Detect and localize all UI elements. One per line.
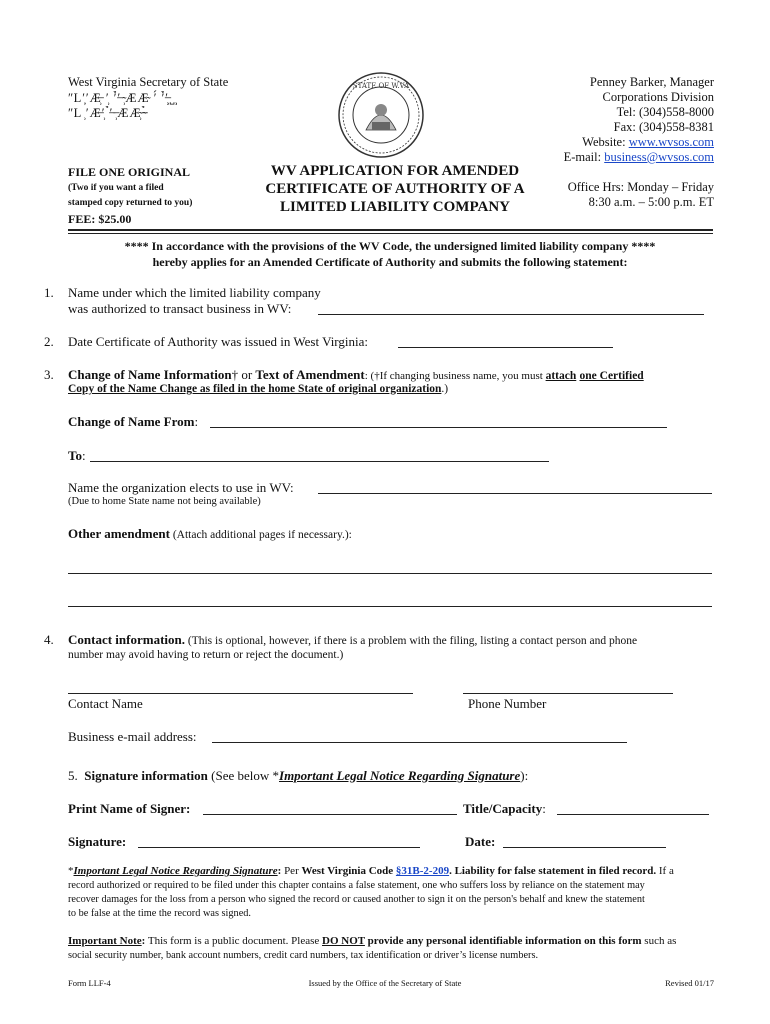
state-seal-icon [336, 70, 426, 160]
to-label: To: [68, 448, 86, 463]
item-1-line-1: Name under which the limited liability company [68, 285, 321, 300]
agency-name: West Virginia Secretary of State [68, 75, 229, 89]
signature-field[interactable] [138, 835, 420, 848]
office-hours-days: Office Hrs: Monday – Friday [567, 180, 714, 194]
item-1-number: 1. [44, 285, 54, 300]
email-link[interactable]: business@wvsos.com [604, 150, 714, 164]
fax: Fax: (304)558-8381 [613, 120, 714, 134]
other-amendment-line-1[interactable] [68, 561, 712, 574]
other-amendment-line-2[interactable] [68, 594, 712, 607]
item-5-line: 5. Signature information (See below *Important Legal Notice Regarding Signature): [68, 768, 529, 783]
header-divider [68, 229, 713, 231]
legal-notice-line-3: recover damages for the loss from a person who signed the record or caused another to sign it on the person's behalf and knew the statement [68, 894, 645, 905]
contact-name-field[interactable] [68, 681, 413, 694]
form-title: WV APPLICATION FOR AMENDED CERTIFICATE OF AUTHORITY OF A LIMITED LIABILITY COMPANY [265, 163, 525, 215]
two-copies-note-1: (Two if you want a filed [68, 183, 164, 193]
website-line: Website: www.wvsos.com [582, 135, 714, 149]
email-line: E-mail: business@wvsos.com [563, 150, 714, 164]
svg-text:STATE OF W.VA: STATE OF W.VA [352, 82, 410, 90]
phone-number-label: Phone Number [468, 696, 547, 711]
garbled-city-line: ʺL ̹ʹÆ̶ʹ̹ ̉ʹ̶ ̶̹ÆÆ̴̹ ̴̶̉ [68, 106, 146, 120]
date-field[interactable] [503, 835, 666, 848]
elects-note: (Due to home State name not being available) [68, 496, 261, 507]
telephone: Tel: (304)558-8000 [616, 105, 714, 119]
revised-date: Revised 01/17 [665, 978, 714, 988]
other-amendment-label: Other amendment (Attach additional pages if necessary.): [68, 526, 352, 541]
issued-by: Issued by the Office of the Secretary of State [308, 978, 462, 988]
business-email-label: Business e-mail address: [68, 729, 197, 744]
elected-name-field[interactable] [318, 481, 712, 494]
title-capacity-label: Title/Capacity: [463, 801, 546, 816]
item-3-line-2: Copy of the Name Change as filed in the home State of original organization.) [68, 383, 449, 395]
office-hours-times: 8:30 a.m. – 5:00 p.m. ET [588, 195, 714, 209]
code-link[interactable]: §31B-2-209 [395, 865, 450, 877]
legal-notice-line-1: *Important Legal Notice Regarding Signature: Per West Virginia Code §31B-2-209. Liability for false statement in filed record. If a [68, 865, 674, 877]
item-3-number: 3. [44, 367, 54, 382]
item-2-number: 2. [44, 334, 54, 349]
manager-name: Penney Barker, Manager [589, 75, 714, 89]
certificate-date-field[interactable] [398, 335, 613, 348]
legal-notice-line-4: to be false at the time the record was signed. [68, 908, 251, 919]
change-to-field[interactable] [90, 449, 549, 462]
item-3-line-1: Change of Name Information† or Text of Amendment: (†If changing business name, you must attach one Certified [68, 367, 644, 382]
change-from-label: Change of Name From: [68, 414, 199, 429]
date-label: Date: [465, 834, 496, 849]
signature-label: Signature: [68, 834, 127, 849]
website-link[interactable]: www.wvsos.com [628, 135, 714, 149]
title-capacity-field[interactable] [557, 802, 709, 815]
item-4-number: 4. [44, 632, 54, 647]
contact-name-label: Contact Name [68, 696, 143, 711]
change-from-field[interactable] [210, 415, 667, 428]
file-one-original: FILE ONE ORIGINAL [68, 165, 191, 179]
fee: FEE: $25.00 [68, 212, 132, 226]
division-name: Corporations Division [602, 90, 714, 104]
important-note-line-2: social security number, bank account numbers, credit card numbers, tax identification or driver’s license numbers. [68, 950, 539, 961]
header-divider-thin [68, 233, 713, 234]
legal-notice-line-2: record authorized or required to be filed under this chapter contains a false statement, one who suffers loss by reliance on the statement may [68, 880, 645, 891]
intro-line-2: hereby applies for an Amended Certificate of Authority and submits the following statement: [152, 255, 628, 269]
item-4-line-2: number may avoid having to return or reject the document.) [68, 649, 344, 661]
garbled-address-line: ʺLʹ̦ʹÆ̶̹ ʹ̹ ʹ̉ʹ̶ ̴̹ÆÆ̴ ʹ́ ʹ̉ʹ̶̹̹̹ ̺ ̹̹ [68, 91, 178, 105]
item-1-line-2: was authorized to transact business in WV: [68, 301, 292, 316]
llc-name-field[interactable] [318, 302, 704, 315]
print-name-field[interactable] [203, 802, 457, 815]
important-note-line-1: Important Note: This form is a public document. Please DO NOT provide any personal identifiable information on this form such as [68, 935, 677, 947]
print-name-label: Print Name of Signer: [68, 801, 191, 816]
phone-number-field[interactable] [463, 681, 673, 694]
form-number: Form LLF-4 [68, 978, 111, 988]
item-4-line-1: Contact information. (This is optional, however, if there is a problem with the filing, listing a contact person and phone [68, 632, 638, 647]
elects-label: Name the organization elects to use in WV: [68, 480, 294, 495]
intro-line-1: **** In accordance with the provisions of the WV Code, the undersigned limited liability company **** [124, 239, 656, 253]
business-email-field[interactable] [212, 730, 627, 743]
item-2-label: Date Certificate of Authority was issued in West Virginia: [68, 334, 369, 349]
two-copies-note-2: stamped copy returned to you) [68, 198, 193, 208]
